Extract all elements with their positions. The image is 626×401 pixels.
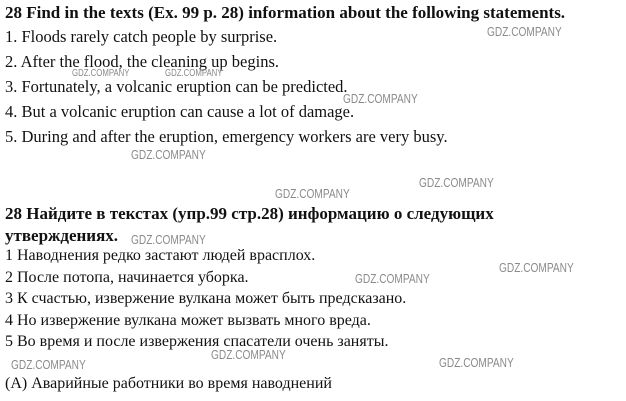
watermark: GDZ.COMPANY: [355, 271, 430, 286]
russian-item-3: 3 К счастью, извержение вулкана может быть предсказано.: [5, 290, 407, 307]
watermark: GDZ.COMPANY: [131, 232, 206, 247]
english-item-3: 3. Fortunately, a volcanic eruption can be predicted.: [5, 77, 348, 96]
english-item-2: 2. After the flood, the cleaning up begins.: [5, 52, 280, 71]
watermark: GDZ.COMPANY: [275, 186, 350, 201]
russian-heading-line-2: утверждениях.: [5, 226, 119, 245]
russian-item-1: 1 Наводнения редко застают людей врасплох.: [5, 247, 316, 264]
watermark: GDZ.COMPANY: [11, 357, 86, 372]
watermark: GDZ.COMPANY: [131, 147, 206, 162]
russian-item-5: 5 Во время и после извержения спасатели очень заняты.: [5, 333, 389, 350]
english-item-5: 5. During and after the eruption, emergency workers are very busy.: [5, 127, 448, 146]
english-item-1: 1. Floods rarely catch people by surprise.: [5, 27, 278, 46]
english-heading: 28 Find in the texts (Ex. 99 p. 28) information about the following statements.: [5, 3, 566, 22]
watermark: GDZ.COMPANY: [499, 260, 574, 275]
russian-item-4: 4 Но извержение вулкана может вызвать много вреда.: [5, 312, 371, 329]
russian-item-2: 2 После потопа, начинается уборка.: [5, 269, 249, 286]
watermark: GDZ.COMPANY: [72, 68, 130, 79]
watermark: GDZ.COMPANY: [165, 68, 223, 79]
watermark: GDZ.COMPANY: [211, 347, 286, 362]
watermark: GDZ.COMPANY: [343, 91, 418, 106]
watermark: GDZ.COMPANY: [487, 24, 562, 39]
russian-heading-line-1: 28 Найдите в текстах (упр.99 стр.28) информацию о следующих: [5, 204, 494, 223]
english-item-4: 4. But a volcanic eruption can cause a lot of damage.: [5, 102, 355, 121]
watermark: GDZ.COMPANY: [419, 175, 494, 190]
watermark: GDZ.COMPANY: [439, 355, 514, 370]
russian-answer-a: (A) Аварийные работники во время наводнений: [5, 375, 332, 392]
